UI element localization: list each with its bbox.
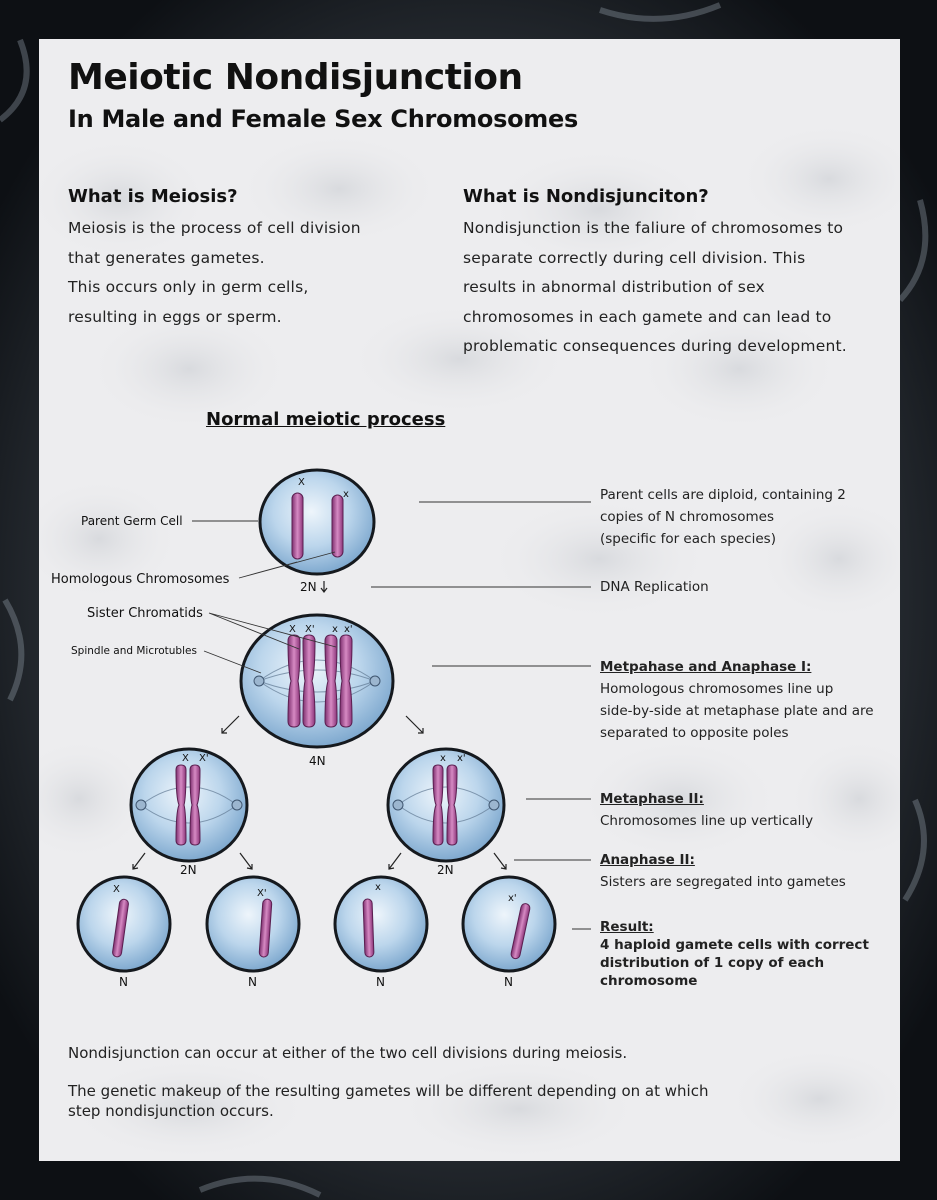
centrosome bbox=[489, 800, 499, 810]
note-line: side-by-side at metaphase plate and are bbox=[600, 703, 874, 719]
footer-line: step nondisjunction occurs. bbox=[68, 1102, 274, 1120]
chromosome-x-lower bbox=[332, 495, 343, 557]
ploidy-label: 2N bbox=[437, 863, 454, 877]
note-line: 4 haploid gamete cells with correct bbox=[600, 937, 869, 953]
nondisjunction-line: chromosomes in each gamete and can lead to bbox=[463, 307, 832, 326]
ploidy-label: N bbox=[248, 975, 257, 989]
ploidy-label: N bbox=[504, 975, 513, 989]
label-sister-chromatids: Sister Chromatids bbox=[87, 606, 203, 621]
arrow-icon bbox=[389, 853, 401, 869]
note-result bbox=[600, 918, 869, 990]
arrow-icon bbox=[240, 853, 252, 869]
note-line: (specific for each species) bbox=[600, 531, 776, 547]
centrosome bbox=[136, 800, 146, 810]
arrow-icon bbox=[321, 581, 327, 592]
gamete-chromosome bbox=[363, 899, 374, 957]
note-title: Anaphase II: bbox=[600, 852, 695, 868]
label-spindle: Spindle and Microtubles bbox=[71, 645, 197, 657]
right-daughter-cell bbox=[388, 749, 504, 861]
meiosis-diagram bbox=[39, 39, 900, 1161]
note-line: Sisters are segregated into gametes bbox=[600, 874, 846, 890]
left-daughter-cell bbox=[131, 749, 247, 861]
note-title: Metpahase and Anaphase I: bbox=[600, 659, 812, 675]
meiosis-line: This occurs only in germ cells, bbox=[68, 278, 309, 296]
chrom-label: x bbox=[343, 489, 349, 500]
infographic-panel bbox=[39, 39, 900, 1161]
chrom-label: X bbox=[298, 477, 305, 488]
nondisjunction-heading: What is Nondisjunciton? bbox=[463, 186, 709, 207]
section-title: Normal meiotic process bbox=[206, 409, 446, 430]
ploidy-label: 2N bbox=[300, 580, 317, 594]
label-parent-germ-cell: Parent Germ Cell bbox=[81, 514, 183, 528]
note-line: Chromosomes line up vertically bbox=[600, 813, 814, 829]
centrosome bbox=[254, 676, 264, 686]
chrom-label: x' bbox=[508, 893, 517, 904]
note-line: Parent cells are diploid, containing 2 bbox=[600, 487, 846, 503]
chrom-label: X' bbox=[257, 888, 267, 899]
chrom-label: X' bbox=[305, 624, 315, 635]
meiosis-line: Meiosis is the process of cell division bbox=[68, 219, 361, 237]
note-parent bbox=[600, 484, 846, 550]
ploidy-label: N bbox=[119, 975, 128, 989]
ploidy-label: 2N bbox=[180, 863, 197, 877]
centrosome bbox=[370, 676, 380, 686]
gamete-cell-2 bbox=[207, 877, 299, 971]
note-ana2 bbox=[600, 849, 846, 893]
meiosis-line: resulting in eggs or sperm. bbox=[68, 307, 282, 326]
chrom-label: x' bbox=[457, 753, 466, 764]
chrom-label: x bbox=[375, 882, 381, 893]
ploidy-label: 4N bbox=[309, 754, 326, 768]
meiosis-heading: What is Meiosis? bbox=[68, 186, 238, 207]
meiosis-line: that generates gametes. bbox=[68, 248, 265, 267]
note-meta2 bbox=[600, 788, 813, 832]
label-homologous-chromosomes: Homologous Chromosomes bbox=[51, 572, 230, 587]
note-title: Metaphase II: bbox=[600, 791, 704, 807]
nondisjunction-line: separate correctly during cell division. This bbox=[463, 248, 806, 267]
note-line: Homologous chromosomes line up bbox=[600, 681, 834, 697]
chrom-label: x' bbox=[344, 624, 353, 635]
gamete-cell-4 bbox=[463, 877, 555, 971]
ploidy-label: N bbox=[376, 975, 385, 989]
arrow-icon bbox=[406, 716, 423, 733]
page-subtitle: In Male and Female Sex Chromosomes bbox=[68, 105, 578, 133]
arrow-icon bbox=[222, 716, 239, 733]
note-dna-replication: DNA Replication bbox=[600, 579, 709, 595]
page-title: Meiotic Nondisjunction bbox=[68, 57, 523, 98]
note-line: chromosome bbox=[600, 973, 698, 989]
note-line: distribution of 1 copy of each bbox=[600, 955, 825, 971]
chrom-label: X bbox=[289, 624, 296, 635]
footer-line-1: Nondisjunction can occur at either of the two cell divisions during meiosis. bbox=[68, 1044, 628, 1062]
note-line: copies of N chromosomes bbox=[600, 509, 775, 525]
note-title: Result: bbox=[600, 919, 654, 935]
nondisjunction-line: Nondisjunction is the faliure of chromosomes to bbox=[463, 219, 844, 237]
arrow-icon bbox=[133, 853, 145, 869]
footer-line: The genetic makeup of the resulting gametes will be different depending on at which bbox=[68, 1082, 709, 1100]
nondisjunction-line: results in abnormal distribution of sex bbox=[463, 278, 765, 296]
chromosome-x bbox=[292, 493, 303, 559]
chrom-label: x bbox=[332, 624, 338, 635]
note-meta1 bbox=[600, 656, 874, 744]
note-line: separated to opposite poles bbox=[600, 725, 789, 741]
chrom-label: X' bbox=[199, 753, 209, 764]
footer-paragraph bbox=[68, 1081, 708, 1121]
chrom-label: x bbox=[440, 753, 446, 764]
gamete-cell-3 bbox=[335, 877, 427, 971]
nondisjunction-line: problematic consequences during development. bbox=[463, 337, 847, 355]
chrom-label: X bbox=[182, 753, 189, 764]
chrom-label: X bbox=[113, 884, 120, 895]
centrosome bbox=[232, 800, 242, 810]
parent-cell bbox=[260, 470, 374, 574]
centrosome bbox=[393, 800, 403, 810]
arrow-icon bbox=[494, 853, 506, 869]
